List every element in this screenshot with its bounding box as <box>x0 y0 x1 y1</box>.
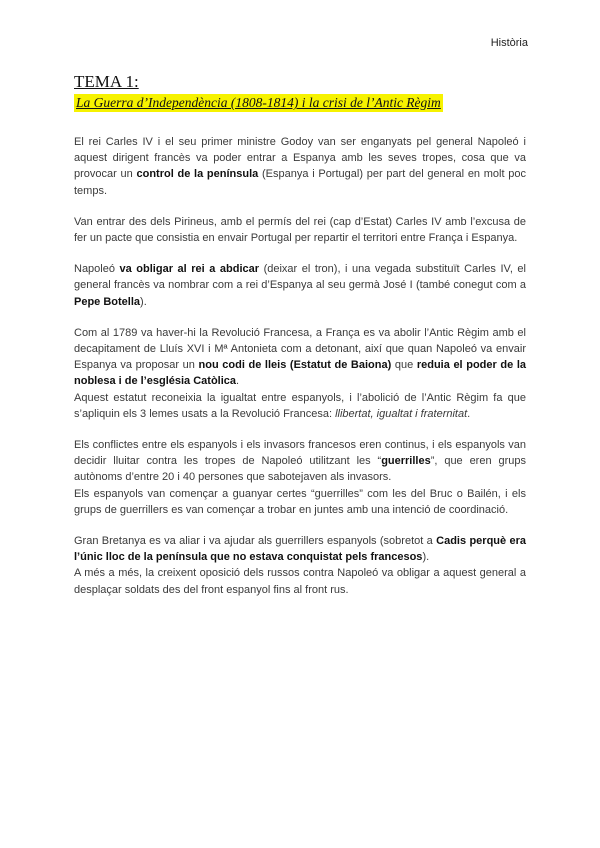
text-run: Aquest estatut reconeixia la igualtat entre espanyols, i l’abolició de l’Antic Règim fa que s’apliquin els 3 lemes usats a la Revolució Francesa: <box>74 391 526 420</box>
bold-text: Cadis perquè era l’únic lloc de la península que no estava conquistat pels francesos <box>74 535 526 564</box>
text-run: Com al 1789 va haver-hi la Revolució Francesa, a França es va abolir l’Antic Règim amb el decapitament de Lluís XVI i Mª Antonieta com a detonant, així que quan Napoleó va envair Espanya va proposar un <box>74 326 526 372</box>
paragraph <box>74 214 526 246</box>
bold-text: nou codi de lleis (Estatut de Baiona) <box>198 359 392 372</box>
bold-text: guerrilles <box>381 455 431 468</box>
text-run: Gran Bretanya es va aliar i va ajudar als guerrillers espanyols (sobretot a <box>74 535 437 548</box>
paragraph <box>74 437 526 518</box>
text-run: . <box>467 407 471 420</box>
text-run: (deixar el tron), i una vegada substituït Carles IV, el general francès va nombrar com a rei d’Espanya al seu germà José I (també conegut com a <box>74 263 526 292</box>
text-run: El rei Carles IV i el seu primer ministre Godoy van ser enganyats pel general Napoleó i aquest dirigent francès va poder entrar a Espanya amb les seves tropes, cosa que va provocar un <box>74 136 526 181</box>
text-run: Els espanyols van començar a guanyar certes “guerrilles” com les del Bruc o Bailén, i els grups de guerrillers es van començar a trobar en juntes amb una intenció de coordinació. <box>74 487 526 516</box>
text-run: Els conflictes entre els espanyols i els invasors francesos eren continus, i els espanyols van decidir lluitar contra les tropes de Napoleó utilitzant les “ <box>74 439 526 468</box>
title-block <box>74 72 534 112</box>
text-run: (Espanya i Portugal) per part del general en molt poc temps. <box>74 168 527 197</box>
text-run: ). <box>422 551 430 564</box>
text-run: ”, que eren grups autònoms d’entre 20 i 40 persones que sabotejaven als invasors. <box>74 455 526 484</box>
bold-text: reduia el poder de la noblesa i de l’església Catòlica <box>74 359 526 388</box>
document-body <box>74 134 526 613</box>
header-subject: Història <box>490 37 528 49</box>
text-run: Napoleó <box>74 263 120 276</box>
text-run: A més a més, la creixent oposició dels russos contra Napoleó va obligar a aquest general a desplaçar soldats des del front espanyol fins al front rus. <box>74 567 526 596</box>
text-run: que <box>391 359 417 372</box>
bold-text: control de la península <box>136 168 259 181</box>
text-run: ). <box>140 295 147 308</box>
bold-text: va obligar al rei a abdicar <box>119 263 260 276</box>
italic-text: llibertat, igualtat i fraternitat <box>335 407 468 420</box>
text-run: Van entrar des dels Pirineus, amb el permís del rei (cap d’Estat) Carles IV amb l’excusa de fer un pacte que consistia en envair Portugal per repartir el territori entre França i Espanya. <box>74 215 526 245</box>
paragraph <box>74 533 526 598</box>
paragraph <box>74 134 526 199</box>
paragraph <box>74 261 526 310</box>
paragraph <box>74 325 526 422</box>
bold-text: Pepe Botella <box>74 295 141 308</box>
topic-number: TEMA 1: <box>74 72 139 91</box>
text-run: . <box>236 375 240 388</box>
topic-title: La Guerra d’Independència (1808-1814) i la crisi de l’Antic Règim <box>76 95 441 110</box>
